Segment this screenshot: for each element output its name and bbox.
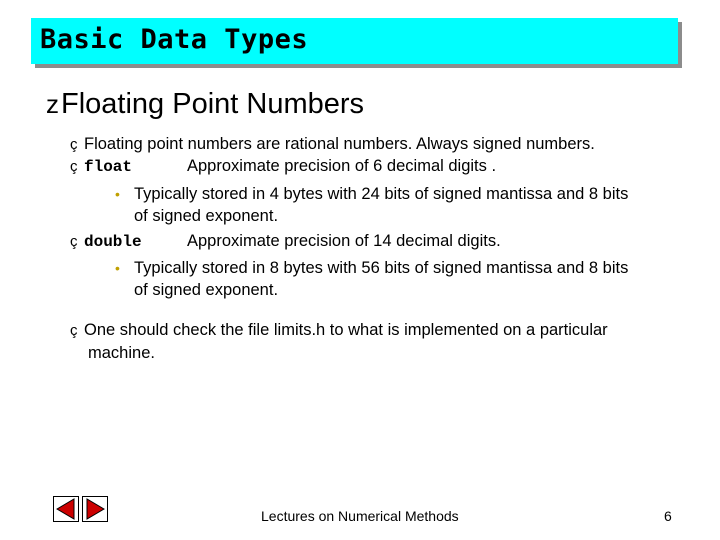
float-detail-line-2: of signed exponent.	[134, 207, 279, 225]
arrow-left-icon	[54, 497, 78, 521]
sub-bullet-icon: ç	[70, 136, 78, 153]
sub-bullet-icon: ç	[70, 158, 78, 175]
arrow-right-icon	[83, 497, 107, 521]
intro-text: Floating point numbers are rational numbers. Always signed numbers.	[84, 135, 595, 153]
sub-bullet-icon: ç	[70, 322, 78, 339]
float-keyword: float	[84, 158, 133, 176]
list-item-double	[70, 230, 690, 253]
sub-bullet-icon: ç	[70, 233, 78, 250]
limits-line-2: machine.	[88, 344, 155, 362]
float-detail-line-1: Typically stored in 4 bytes with 24 bits of signed mantissa and 8 bits	[134, 185, 629, 203]
list-item-intro	[70, 133, 595, 156]
list-item-limits	[70, 319, 608, 364]
list-item-float-detail	[115, 183, 629, 227]
page-number: 6	[664, 508, 672, 524]
limits-line-1: One should check the file limits.h to what is implemented on a particular	[84, 321, 608, 339]
footer-text: Lectures on Numerical Methods	[261, 508, 459, 524]
double-description: Approximate precision of 14 decimal digits.	[187, 232, 501, 250]
slide-title: Basic Data Types	[40, 24, 309, 55]
prev-slide-button[interactable]	[53, 496, 79, 522]
list-item-float	[70, 155, 690, 178]
level3-bullet-icon: •	[115, 260, 120, 276]
heading-text: Floating Point Numbers	[61, 88, 365, 120]
double-detail-line-2: of signed exponent.	[134, 281, 279, 299]
double-detail-line-1: Typically stored in 8 bytes with 56 bits of signed mantissa and 8 bits	[134, 259, 629, 277]
heading-item	[46, 88, 364, 121]
heading-bullet-icon: z	[46, 89, 59, 119]
float-description: Approximate precision of 6 decimal digits .	[187, 157, 497, 175]
level3-bullet-icon: •	[115, 186, 120, 202]
next-slide-button[interactable]	[82, 496, 108, 522]
double-keyword: double	[84, 233, 142, 251]
list-item-double-detail	[115, 257, 629, 301]
